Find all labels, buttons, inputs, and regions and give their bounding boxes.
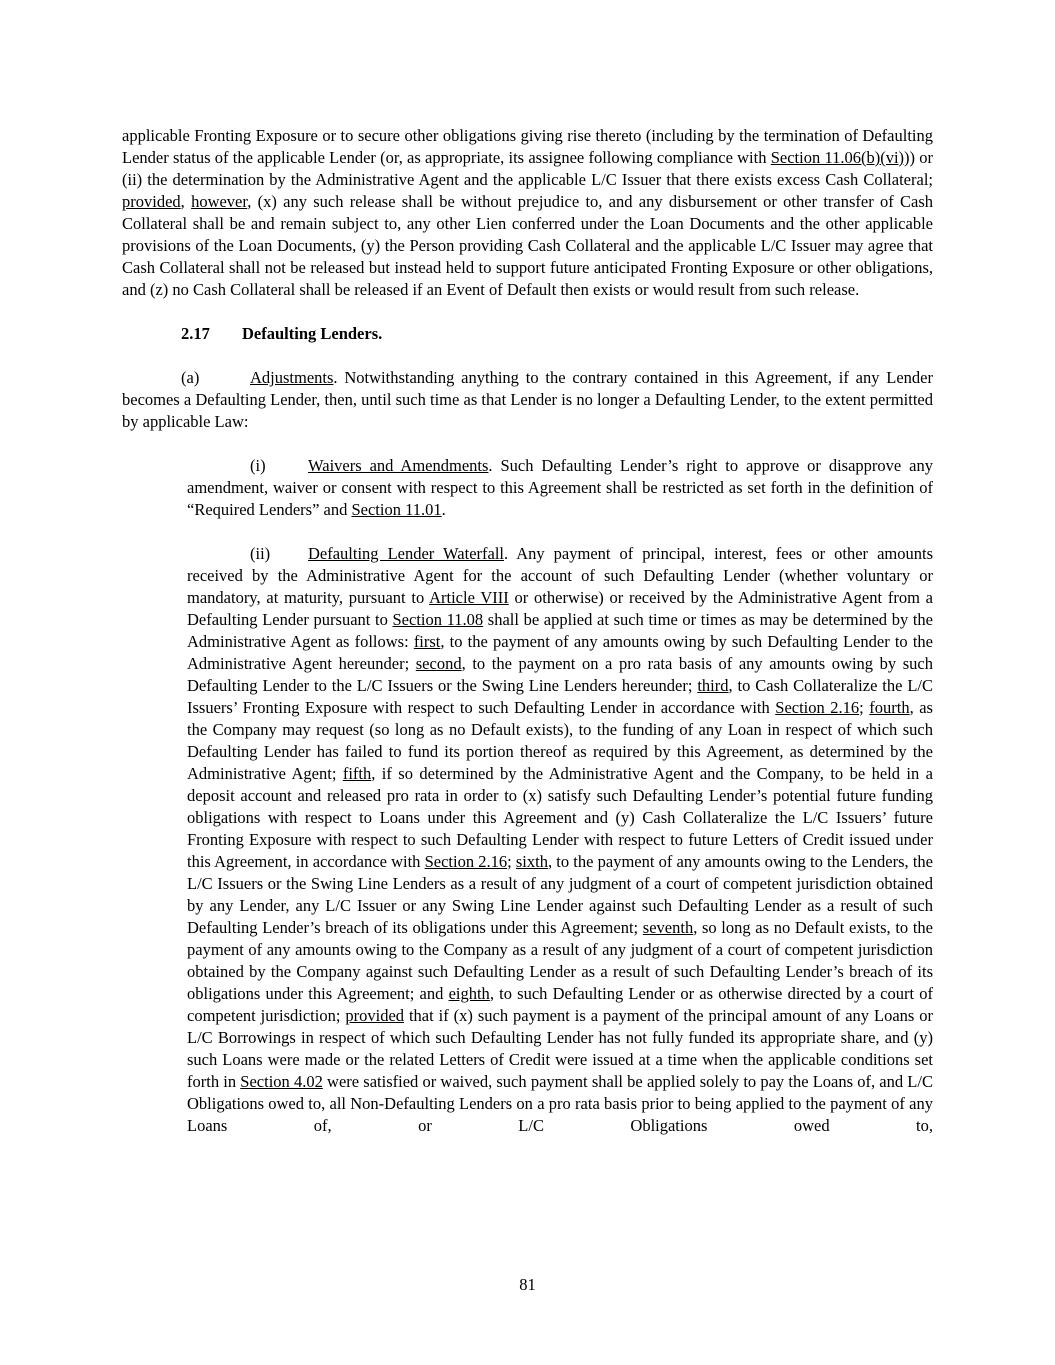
text-run: that if (x) such payment is a payment of the principal amount of any Loans or L/C Borrowings in respect of which such Defaulting Lender has not fully funded its appropriate share, and (y) such Loans were made or the related Letters of Credit were issued at a time when the applicable conditions set forth in	[187, 1006, 933, 1091]
underlined-reference: provided	[345, 1006, 405, 1025]
text-run: , so long as no Default exists, to the payment of any amounts owing to the Company as a result of any judgment of a court of competent jurisdiction obtained by the Company against such Defaulting Lender as a result of such Defaulting Lender’s breach of its obligations under this Agreement; and	[187, 918, 933, 1003]
underlined-reference: Section 11.08	[392, 610, 484, 629]
underlined-reference: first	[413, 632, 441, 651]
text-run: , (x) any such release shall be without prejudice to, and any disbursement or other transfer of Cash Collateral shall be and remain subject to, any other Lien conferred under the Loan Documents and the other applicable provisions of the Loan Documents, (y) the Person providing Cash Collateral and the applicable L/C Issuer may agree that Cash Collateral shall not be released but instead held to support future anticipated Fronting Exposure or other obligations, and (z) no Cash Collateral shall be released if an Event of Default then exists or would result from such release.	[122, 192, 934, 299]
text-run: applicable Fronting Exposure or to secure other obligations giving rise thereto (including by the termination of Defaulting Lender status of the applicable Lender (or, as appropriate, its assignee following compliance with	[122, 126, 933, 167]
paragraph-a	[122, 367, 933, 433]
underlined-reference: however	[191, 192, 248, 211]
text-run: )) or (ii) the determination by the Administrative Agent and the applicable L/C Issuer that there exists excess Cash Collateral;	[122, 148, 933, 189]
paragraph-a-label: (a)	[181, 368, 200, 387]
underlined-reference: Section 2.16	[775, 698, 860, 717]
underlined-reference: Defaulting Lender Waterfall	[308, 544, 504, 563]
text-run: ,	[180, 192, 192, 211]
text-run: shall be applied at such time or times as may be determined by the Administrative Agent as follows:	[187, 610, 933, 651]
text-run: , if so determined by the Administrative Agent and the Company, to be held in a deposit account and released pro rata in order to (x) satisfy such Defaulting Lender’s potential future funding obligations with respect to Loans under this Agreement and (y) Cash Collateralize the L/C Issuers’ future Fronting Exposure with respect to such Defaulting Lender with respect to future Letters of Credit issued under this Agreement, in accordance with	[187, 764, 933, 871]
section-number: 2.17	[181, 324, 210, 343]
paragraph-i-label: (i)	[250, 456, 266, 475]
paragraph-ii-text	[187, 544, 933, 1135]
underlined-reference: Article VIII	[429, 588, 509, 607]
underlined-reference: Waivers and Amendments	[308, 456, 489, 475]
text-run: , to the payment of any amounts owing to the Lenders, the L/C Issuers or the Swing Line Lenders as a result of any judgment of a court of competent jurisdiction obtained by any Lender, any L/C Issuer or any Swing Line Lender against such Defaulting Lender as a result of such Defaulting Lender’s breach of its obligations under this Agreement;	[187, 852, 933, 937]
text-run: ;	[859, 698, 870, 717]
text-run: , to the payment of any amounts owing by such Defaulting Lender to the Administrative Agent hereunder;	[187, 632, 933, 673]
underlined-reference: fourth	[869, 698, 910, 717]
paragraph-ii	[187, 543, 933, 1137]
text-run: , to the payment on a pro rata basis of any amounts owing by such Defaulting Lender to the L/C Issuers or the Swing Line Lenders hereunder;	[187, 654, 933, 695]
section-heading	[122, 323, 933, 345]
underlined-reference: eighth	[448, 984, 490, 1003]
text-run: , to such Defaulting Lender or as otherwise directed by a court of competent jurisdiction;	[187, 984, 933, 1025]
underlined-reference: Section 11.01	[351, 500, 442, 519]
underlined-reference: seventh	[642, 918, 694, 937]
paragraph-intro	[122, 125, 933, 301]
text-run: . Such Defaulting Lender’s right to approve or disapprove any amendment, waiver or consent with respect to this Agreement shall be restricted as set forth in the definition of “Required Lenders” and	[187, 456, 933, 519]
text-run: , as the Company may request (so long as no Default exists), to the funding of any Loan in respect of which such Defaulting Lender has failed to fund its portion thereof as required by this Agreement, as determined by the Administrative Agent;	[187, 698, 933, 783]
text-run: or otherwise) or received by the Administrative Agent from a Defaulting Lender pursuant to	[187, 588, 933, 629]
text-run: ;	[507, 852, 516, 871]
text-run: , to Cash Collateralize the L/C Issuers’ Fronting Exposure with respect to such Defaulting Lender in accordance with	[187, 676, 933, 717]
underlined-reference: provided	[122, 192, 181, 211]
underlined-reference: second	[415, 654, 462, 673]
paragraph-ii-label: (ii)	[250, 544, 271, 563]
underlined-reference: Section 2.16	[424, 852, 508, 871]
underlined-reference: Section 4.02	[240, 1072, 323, 1091]
underlined-reference: third	[697, 676, 729, 695]
text-block	[122, 125, 933, 1159]
text-run: .	[441, 500, 446, 519]
underlined-reference: Adjustments	[250, 368, 334, 387]
underlined-reference: fifth	[342, 764, 372, 783]
text-run: . Any payment of principal, interest, fees or other amounts received by the Administrative Agent for the account of such Defaulting Lender (whether voluntary or mandatory, at maturity, pursuant to	[187, 544, 933, 607]
section-title: Defaulting Lenders.	[242, 324, 383, 343]
text-run: . Notwithstanding anything to the contrary contained in this Agreement, if any Lender becomes a Defaulting Lender, then, until such time as that Lender is no longer a Defaulting Lender, to the extent permitted by applicable Law:	[122, 368, 933, 431]
underlined-reference: sixth	[515, 852, 548, 871]
underlined-reference: Section 11.06(b)(vi)	[770, 148, 905, 167]
paragraph-i	[187, 455, 933, 521]
text-run: were satisfied or waived, such payment shall be applied solely to pay the Loans of, and L/C Obligations owed to, all Non-Defaulting Lenders on a pro rata basis prior to being applied to the payment of any Loans of, or L/C Obligations owed to,	[187, 1072, 933, 1135]
page-number: 81	[519, 1275, 536, 1294]
